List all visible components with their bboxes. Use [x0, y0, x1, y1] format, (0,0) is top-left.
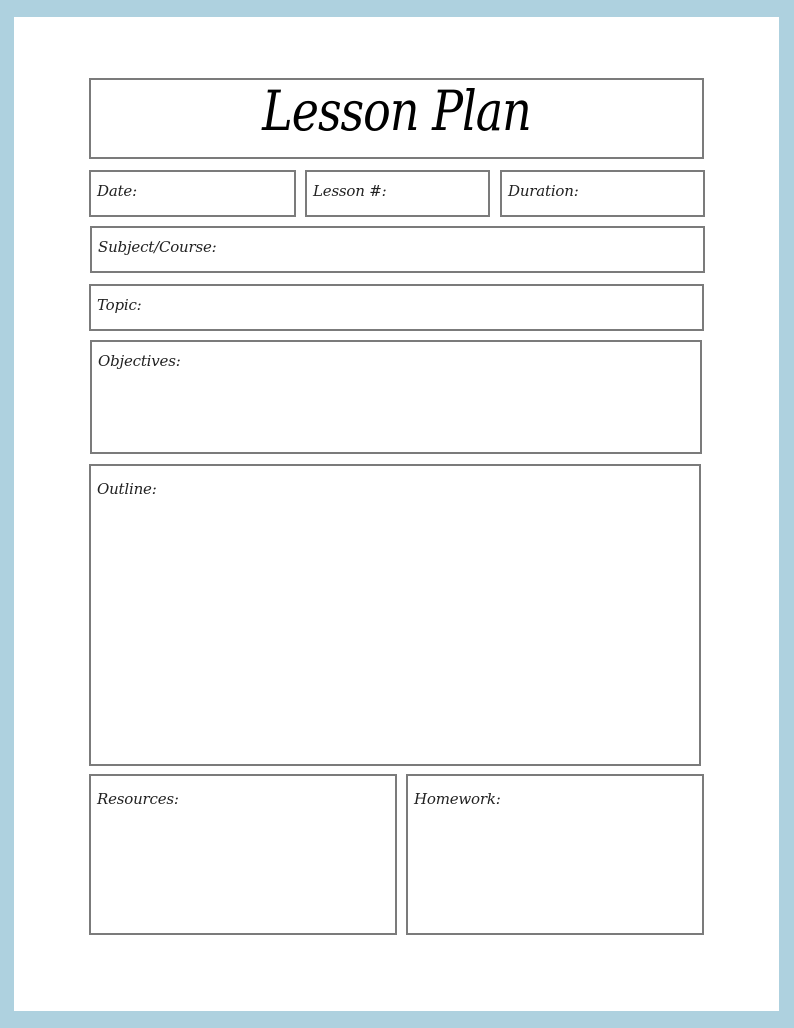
lesson-number-field[interactable]	[305, 170, 490, 217]
title-box	[89, 78, 704, 159]
homework-field[interactable]	[406, 774, 704, 935]
outline-field[interactable]	[89, 464, 701, 766]
subject-course-field[interactable]	[90, 226, 705, 273]
objectives-label: Objectives:	[98, 352, 181, 370]
outline-label: Outline:	[97, 480, 157, 498]
lesson-number-label: Lesson #:	[313, 182, 387, 200]
date-field[interactable]	[89, 170, 296, 217]
topic-label: Topic:	[97, 296, 142, 314]
homework-label: Homework:	[414, 790, 501, 808]
subject-course-label: Subject/Course:	[98, 238, 217, 256]
objectives-field[interactable]	[90, 340, 702, 454]
lesson-plan-page	[14, 17, 779, 1011]
duration-label: Duration:	[508, 182, 579, 200]
page-title: Lesson Plan	[262, 78, 531, 144]
resources-field[interactable]	[89, 774, 397, 935]
duration-field[interactable]	[500, 170, 705, 217]
resources-label: Resources:	[97, 790, 179, 808]
date-label: Date:	[97, 182, 137, 200]
topic-field[interactable]	[89, 284, 704, 331]
